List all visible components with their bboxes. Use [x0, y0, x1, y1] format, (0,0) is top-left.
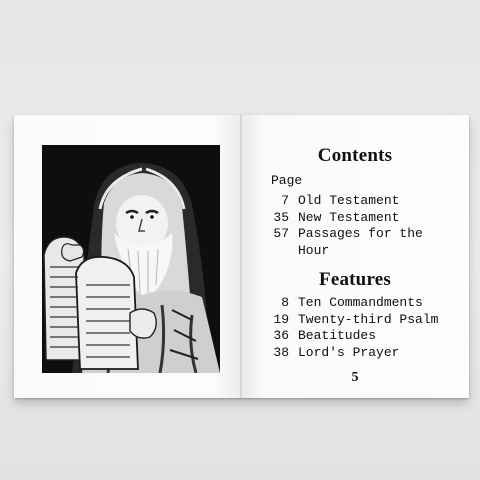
- entry-title: Lord's Prayer: [298, 344, 400, 360]
- features-heading: Features: [319, 269, 391, 290]
- features-entry: [241, 328, 469, 345]
- entry-page-number: 36: [273, 328, 289, 343]
- entry-title: Passages for the Hour: [298, 226, 423, 258]
- entry-page-number: 7: [281, 193, 289, 208]
- page-number: 5: [351, 370, 359, 385]
- book-spine-gutter: [240, 115, 242, 398]
- features-entry: [241, 345, 469, 362]
- entry-page-number: 35: [273, 209, 289, 225]
- entry-title: Old Testament: [298, 193, 400, 208]
- entry-title: New Testament: [298, 209, 400, 225]
- engraving-image: [42, 145, 220, 373]
- entry-page-number: 57: [273, 226, 289, 241]
- contents-heading: Contents: [317, 145, 393, 166]
- right-page: [241, 115, 469, 398]
- left-page: [14, 115, 241, 398]
- contents-entry: [241, 226, 469, 259]
- features-entry: [241, 312, 469, 329]
- features-entry: [241, 295, 469, 312]
- contents-entry: [241, 210, 469, 227]
- entry-title: Beatitudes: [298, 328, 377, 343]
- entry-page-number: 19: [273, 311, 289, 327]
- open-booklet: [14, 115, 469, 398]
- entry-title: Ten Commandments: [298, 295, 423, 310]
- entry-page-number: 38: [273, 344, 289, 360]
- entry-page-number: 8: [281, 295, 289, 310]
- contents-list: [241, 193, 469, 259]
- moses-illustration: [42, 145, 220, 373]
- features-list: [241, 295, 469, 361]
- contents-entry: [241, 193, 469, 210]
- entry-title: Twenty-third Psalm: [298, 311, 439, 327]
- page-column-label: Page: [271, 173, 303, 188]
